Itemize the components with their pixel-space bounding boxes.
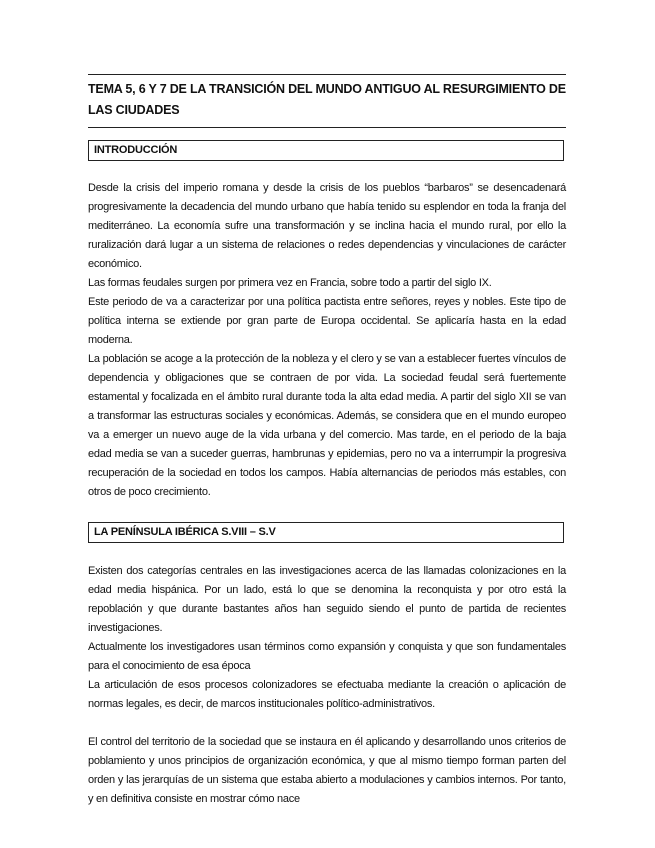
document-title: TEMA 5, 6 Y 7 DE LA TRANSICIÓN DEL MUNDO ANTIGUO AL RESURGIMIENTO DE LAS CIUDADES xyxy=(88,82,566,117)
paragraph: Las formas feudales surgen por primera vez en Francia, sobre todo a partir del siglo IX. xyxy=(88,277,492,289)
section-heading-introduccion: INTRODUCCIÓN xyxy=(88,140,564,161)
section-body-introduccion xyxy=(88,179,566,502)
paragraph: Desde la crisis del imperio romana y desde la crisis de los pueblos “barbaros” se desencadenará progresivamente la decadencia del mundo urbano que había tenido su esplendor en toda la franja del mediterráneo. La economía sufre una transformación y se inclina hacia el mundo rural, por ello la ruralización dará lugar a un sistema de relaciones o redes dependencias y vinculaciones de carácter económico. xyxy=(88,182,566,270)
paragraph: Existen dos categorías centrales en las investigaciones acerca de las llamadas colonizaciones en la edad media hispánica. Por un lado, está lo que se denomina la reconquista y por otro está la repoblación y que durante bastantes años han seguido siendo el punto de partida de recientes investigaciones. xyxy=(88,565,566,634)
document-page xyxy=(88,0,566,848)
paragraph: Actualmente los investigadores usan términos como expansión y conquista y que son fundamentales para el conocimiento de esa época xyxy=(88,641,566,672)
document-title-block xyxy=(88,74,566,128)
section-body-peninsula-iberica xyxy=(88,562,566,809)
paragraph: El control del territorio de la sociedad que se instaura en él aplicando y desarrollando unos criterios de poblamiento y unos principios de organización económica, y que al mismo tiempo forman parten del orden y las jerarquías de un sistema que estaba abierto a modulaciones y cambios internos. Por tanto, y en definitiva consiste en mostrar cómo nace xyxy=(88,736,566,805)
section-heading-peninsula-iberica: LA PENÍNSULA IBÉRICA S.VIII – S.V xyxy=(88,522,564,543)
paragraph: La articulación de esos procesos colonizadores se efectuaba mediante la creación o aplicación de normas legales, es decir, de marcos institucionales político-administrativos. xyxy=(88,679,566,710)
paragraph: Este periodo de va a caracterizar por una política pactista entre señores, reyes y nobles. Este tipo de política interna se extiende por gran parte de Europa occidental. Se aplicaría hasta en la edad moderna. xyxy=(88,296,566,346)
paragraph: La población se acoge a la protección de la nobleza y el clero y se van a establecer fuertes vínculos de dependencia y obligaciones que se contraen de por vida. La sociedad feudal será fuertemente estamental y focalizada en el ámbito rural durante toda la alta edad media. A partir del siglo XII se van a transformar las estructuras sociales y económicas. Además, se considera que en el mundo europeo va a emerger un nuevo auge de la vida urbana y del comercio. Mas tarde, en el periodo de la baja edad media se van a suceder guerras, hambrunas y epidemias, pero no va a interrumpir la progresiva recuperación de la sociedad en todos los campos. Había alternancias de periodos más estables, con otros de poco crecimiento. xyxy=(88,353,566,498)
